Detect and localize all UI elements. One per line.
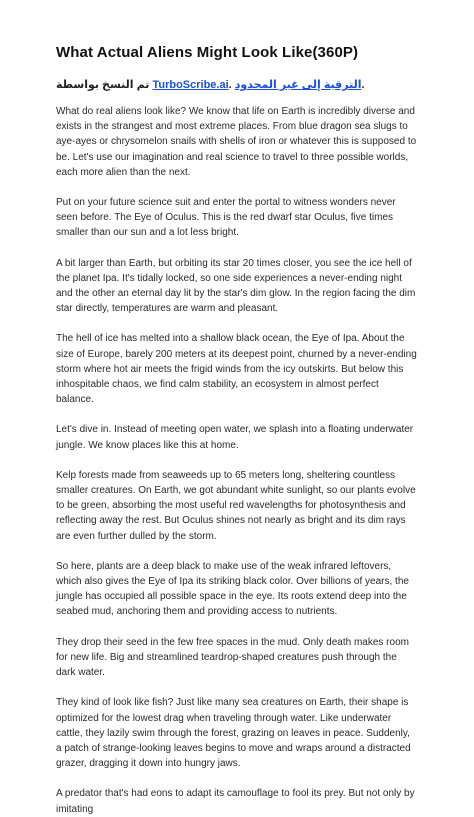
paragraph: The hell of ice has melted into a shallow black ocean, the Eye of Ipa. About the size of Europe, barely 200 meters at its deepest point, churned by a never-ending storm where hot air meets the frigid winds from the icy outskirts. But below this inhospitable chaos, we find calm stability, an ecosystem in almost perfect balance.: [56, 333, 417, 406]
credit-separator: .: [228, 79, 232, 91]
paragraph: They kind of look like fish? Just like many sea creatures on Earth, their shape is optimized for the lowest drag when traveling through water. Like underwater cattle, they lazily swim through the forest, grazing on leaves in peace. Suddenly, a patch of strange-looking leaves begins to move and wraps around a distracted grazer, dragging it down into hungry jaws.: [56, 697, 411, 770]
paragraph: A predator that's had eons to adapt its camouflage to fool its prey. But not only by imitating: [56, 788, 415, 815]
document-title: What Actual Aliens Might Look Like(360P): [56, 44, 359, 61]
credit-separator: .: [361, 79, 365, 91]
paragraph: So here, plants are a deep black to make use of the weak infrared leftovers, which also gives the Eye of Ipa its striking black color. Over billions of years, the jungle has occupied all possible space in the eye. Its roots extend deep into the seabed mud, anchoring them and providing access to nutrients.: [56, 560, 409, 618]
paragraph: Put on your future science suit and enter the portal to witness wonders never seen before. The Eye of Oculus. This is the red dwarf star Oculus, five times smaller than our sun and a lot less bright.: [56, 197, 396, 239]
credit-prefix: تم النسخ بواسطة: [56, 79, 150, 91]
paragraph: A bit larger than Earth, but orbiting its star 20 times closer, you see the ice hell of the planet Ipa. It's tidally locked, so one side experiences a never-ending night and the other an eternal day lit by the star's dim glow. In the region facing the dim star directly, temperatures are warm and pleasant.: [56, 257, 416, 315]
turboscribe-link[interactable]: TurboScribe.ai: [152, 79, 229, 91]
paragraph: Let's dive in. Instead of meeting open water, we splash into a floating underwater jungle. We know places like this at home.: [56, 424, 414, 451]
upgrade-link[interactable]: الترقية إلى غير المحدود: [234, 79, 362, 91]
transcription-credit: [56, 78, 418, 91]
paragraph: Kelp forests made from seaweeds up to 65 meters long, sheltering countless smaller creatures. On Earth, we got abundant white sunlight, so our plants evolve to be green, absorbing the most useful red wavelengths for photosynthesis and reflecting away the rest. But Oculus shines not nearly as bright and its dim rays are even further dulled by the storm.: [56, 469, 416, 542]
paragraph: What do real aliens look like? We know that life on Earth is incredibly diverse and exists in the strangest and most extreme places. From blue dragon sea slugs to aye-ayes or chrysomelon snails with shells of iron or whatever this is supposed to be. Let's use our imagination and real science to travel to three possible worlds, each more alien than the next.: [56, 106, 417, 178]
paragraph: They drop their seed in the few free spaces in the mud. Only death makes room for new life. Big and streamlined teardrop-shaped creatures push through the dark water.: [56, 636, 409, 679]
